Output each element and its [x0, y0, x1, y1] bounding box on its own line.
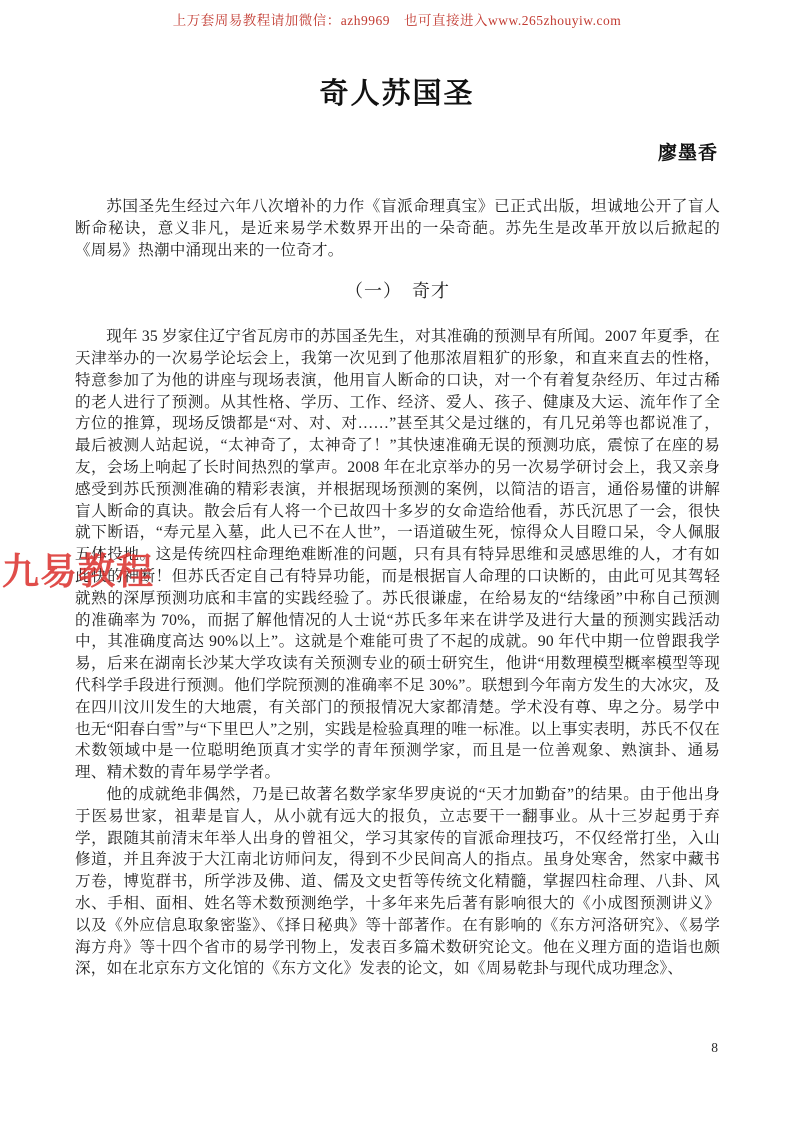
page-number: 8 [711, 1040, 718, 1055]
page-title: 奇人苏国圣 [319, 78, 475, 110]
header-promo-text: 上万套周易教程请加微信：azh9969 也可直接进入www.265zhouyiw.com [172, 13, 622, 28]
intro-paragraph: 苏国圣先生经过六年八次增补的力作《盲派命理真宝》已正式出版，坦诚地公开了盲人断命秘诀，意义非凡，是近来易学术数界开出的一朵奇葩。苏先生是改革开放以后掀起的《周易》热潮中涌现出来的一位奇才。 [75, 198, 720, 259]
watermark-text: 九易教程 [2, 551, 154, 592]
body-paragraph: 现年 35 岁家住辽宁省瓦房市的苏国圣先生，对其准确的预测早有所闻。2007 年夏季，在天津举办的一次易学论坛会上，我第一次见到了他那浓眉粗犷的形象，和直来直去的性格，特意参加了为他的讲座与现场表演，他用盲人断命的口诀，对一个有着复杂经历、年过古稀的老人进行了预测。从其性格、学历、工作、经济、爱人、孩子、健康及大运、流年作了全方位的推算，现场反馈都是“对、对、对……”甚至其父是过继的，有几兄弟等也都说准了，最后被测人站起说，“太神奇了，太神奇了！”其快速准确无误的预测功底，震惊了在座的易友，会场上响起了长时间热烈的掌声。2008 年在北京举办的另一次易学研讨会上，我又亲身感受到苏氏预测准确的精彩表演，并根据现场预测的案例，以简洁的语言，通俗易懂的讲解盲人断命的真诀。散会后有人将一个已故四十多岁的女命造给他看，苏氏沉思了一会，很快就下断语，“寿元星入墓，此人已不在人世”，一语道破生死，惊得众人目瞪口呆，令人佩服五体投地。这是传统四柱命理绝难断准的问题，只有具有特异思维和灵感思维的人，才有如此快的神断！但苏氏否定自己有特异功能，而是根据盲人命理的口诀断的，由此可见其驾轻就熟的深厚预测功底和丰富的实践经验了。苏氏很谦虚，在给易友的“结缘函”中称自己预测的准确率为 70%，而据了解他情况的人士说“苏氏多年来在讲学及进行大量的预测实践活动中，其准确度高达 90%以上”。这就是个难能可贵了不起的成就。90 年代中期一位曾跟我学易，后来在湖南长沙某大学攻读有关预测专业的硕士研究生，他讲“用数理模型概率模型等现代科学手段进行预测。他们学院预测的准确率不足 30%”。联想到今年南方发生的大冰灾，及在四川汶川发生的大地震，有关部门的预报情况大家都清楚。学术没有尊、卑之分。易学中也无“阳春白雪”与“下里巴人”之别，实践是检验真理的唯一标准。以上事实表明，苏氏不仅在术数领域中是一位聪明绝顶真才实学的青年预测学家，而且是一位善观象、熟演卦、通易理、精术数的青年易学学者。 [75, 328, 720, 782]
body-paragraph: 他的成就绝非偶然，乃是已故著名数学家华罗庚说的“天才加勤奋”的结果。由于他出身于医易世家，祖辈是盲人，从小就有远大的报负，立志要干一翻事业。从十三岁起勇于弃学，跟随其前清末年举人出身的曾祖父，学习其家传的盲派命理技巧，不仅经常打坐，入山修道，并且奔波于大江南北访师问友，得到不少民间高人的指点。虽身处寒舍，然家中藏书万卷，博览群书，所学涉及佛、道、儒及文史哲等传统文化精髓，掌握四柱命理、八卦、风水、手相、面相、姓名等术数预测绝学，十多年来先后著有影响很大的《小成图预测讲义》以及《外应信息取象密鉴》、《择日秘典》等十部著作。在有影响的《东方河洛研究》、《易学海方舟》等十四个省市的易学刊物上，发表百多篇术数研究论文。他在义理方面的造诣也颇深，如在北京东方文化馆的《东方文化》发表的论文，如《周易乾卦与现代成功理念》、 [75, 785, 720, 978]
section-heading: （一） 奇才 [345, 281, 450, 302]
author-name: 廖墨香 [657, 143, 718, 164]
article-body [0, 196, 794, 980]
